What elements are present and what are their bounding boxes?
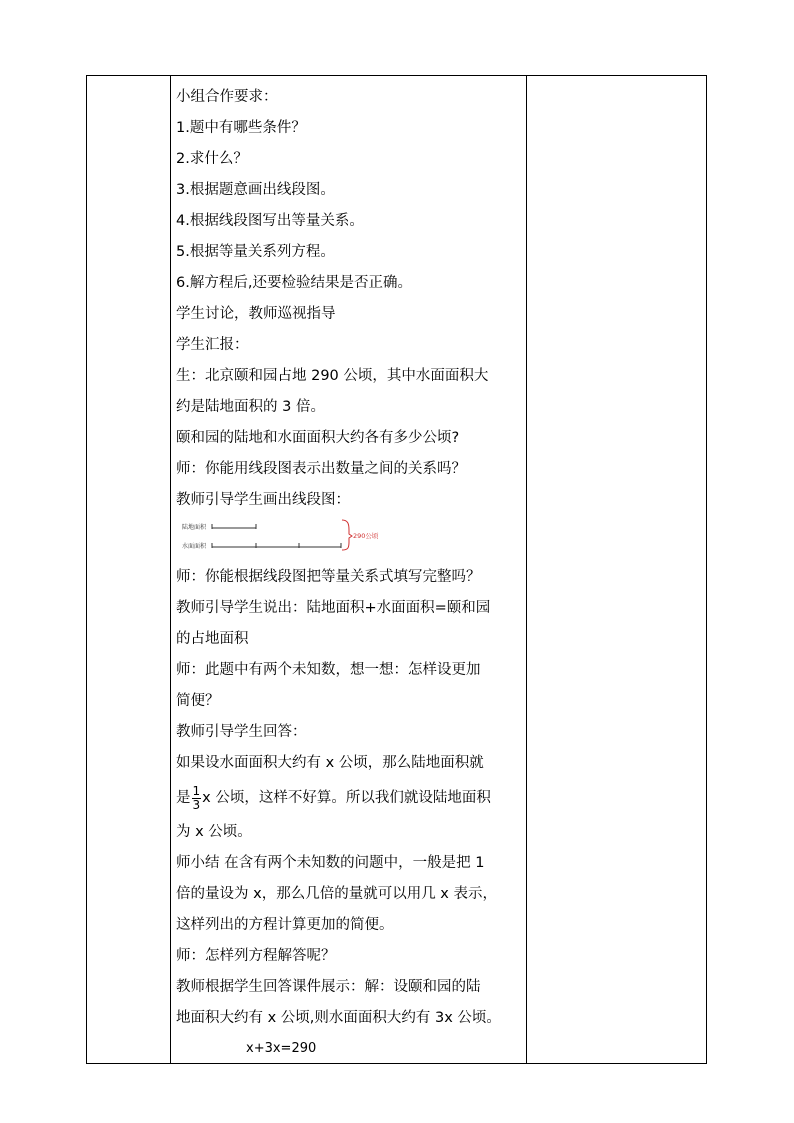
text-line: 的占地面积	[176, 631, 249, 647]
water-area-label: 水面面积	[182, 543, 207, 550]
fraction-line-prefix: 是	[176, 790, 191, 806]
text-line: 小组合作要求：	[176, 89, 278, 105]
text-line: 师小结 在含有两个未知数的问题中，一般是把 1	[176, 855, 485, 871]
total-brace	[342, 520, 352, 550]
text-line: 5.根据等量关系列方程。	[176, 244, 335, 260]
text-line: 3.根据题意画出线段图。	[176, 182, 335, 198]
text-line: 教师引导学生说出：陆地面积+水面面积=颐和园	[176, 600, 491, 616]
text-line: 学生讨论，教师巡视指导	[176, 306, 336, 322]
text-line: 教师根据学生回答课件展示：解：设颐和园的陆	[176, 979, 481, 995]
text-line: 倍的量设为 x，那么几倍的量就可以用几 x 表示，	[176, 886, 497, 902]
text-block-3	[176, 817, 525, 1034]
text-line: 师：你能用线段图表示出数量之间的关系吗？	[176, 461, 466, 477]
text-line: 2.求什么？	[176, 151, 248, 167]
text-line: 为 x 公顷。	[176, 824, 252, 840]
lesson-table	[86, 75, 707, 1064]
text-line: 颐和园的陆地和水面面积大约各有多少公顷?	[176, 430, 460, 446]
column-divider-left	[170, 76, 171, 1063]
fraction-denominator: 3	[192, 797, 201, 812]
text-line: 生：北京颐和园占地 290 公顷，其中水面面积大	[176, 368, 489, 384]
text-line: 师：你能根据线段图把等量关系式填写完整吗？	[176, 569, 481, 585]
fraction-numerator: 1	[192, 783, 201, 798]
text-line: 师：此题中有两个未知数，想一想：怎样设更加	[176, 662, 481, 678]
text-line: 4.根据线段图写出等量关系。	[176, 213, 364, 229]
text-line: 学生汇报：	[176, 337, 249, 353]
text-line: 如果设水面面积大约有 x 公顷，那么陆地面积就	[176, 755, 484, 771]
text-block-2	[176, 562, 525, 779]
text-line: 简便？	[176, 693, 220, 709]
text-line: 教师引导学生回答：	[176, 724, 307, 740]
text-line: 教师引导学生画出线段图：	[176, 492, 350, 508]
line-segment-diagram	[176, 518, 525, 562]
text-line: 约是陆地面积的 3 倍。	[176, 399, 325, 415]
text-line: 地面积大约有 x 公顷,则水面面积大约有 3x 公顷。	[176, 1010, 501, 1026]
fraction-line-suffix: x 公顷，这样不好算。所以我们就设陆地面积	[202, 790, 491, 806]
text-line: 6.解方程后,还要检验结果是否正确。	[176, 275, 412, 291]
text-block-1	[176, 82, 525, 516]
total-area-label: 290公顷	[353, 532, 379, 540]
land-area-label: 陆地面积	[182, 524, 207, 531]
equation: x+3x=290	[246, 1041, 317, 1056]
segment-diagram-svg	[176, 518, 416, 562]
text-line: 1.题中有哪些条件？	[176, 120, 306, 136]
fraction-one-third	[192, 785, 202, 812]
lesson-content-cell	[173, 76, 525, 1060]
text-line: 这样列出的方程计算更加的简便。	[176, 917, 394, 933]
column-divider-right	[526, 76, 527, 1063]
fraction-line	[176, 779, 525, 817]
text-line: 师：怎样列方程解答呢？	[176, 948, 336, 964]
